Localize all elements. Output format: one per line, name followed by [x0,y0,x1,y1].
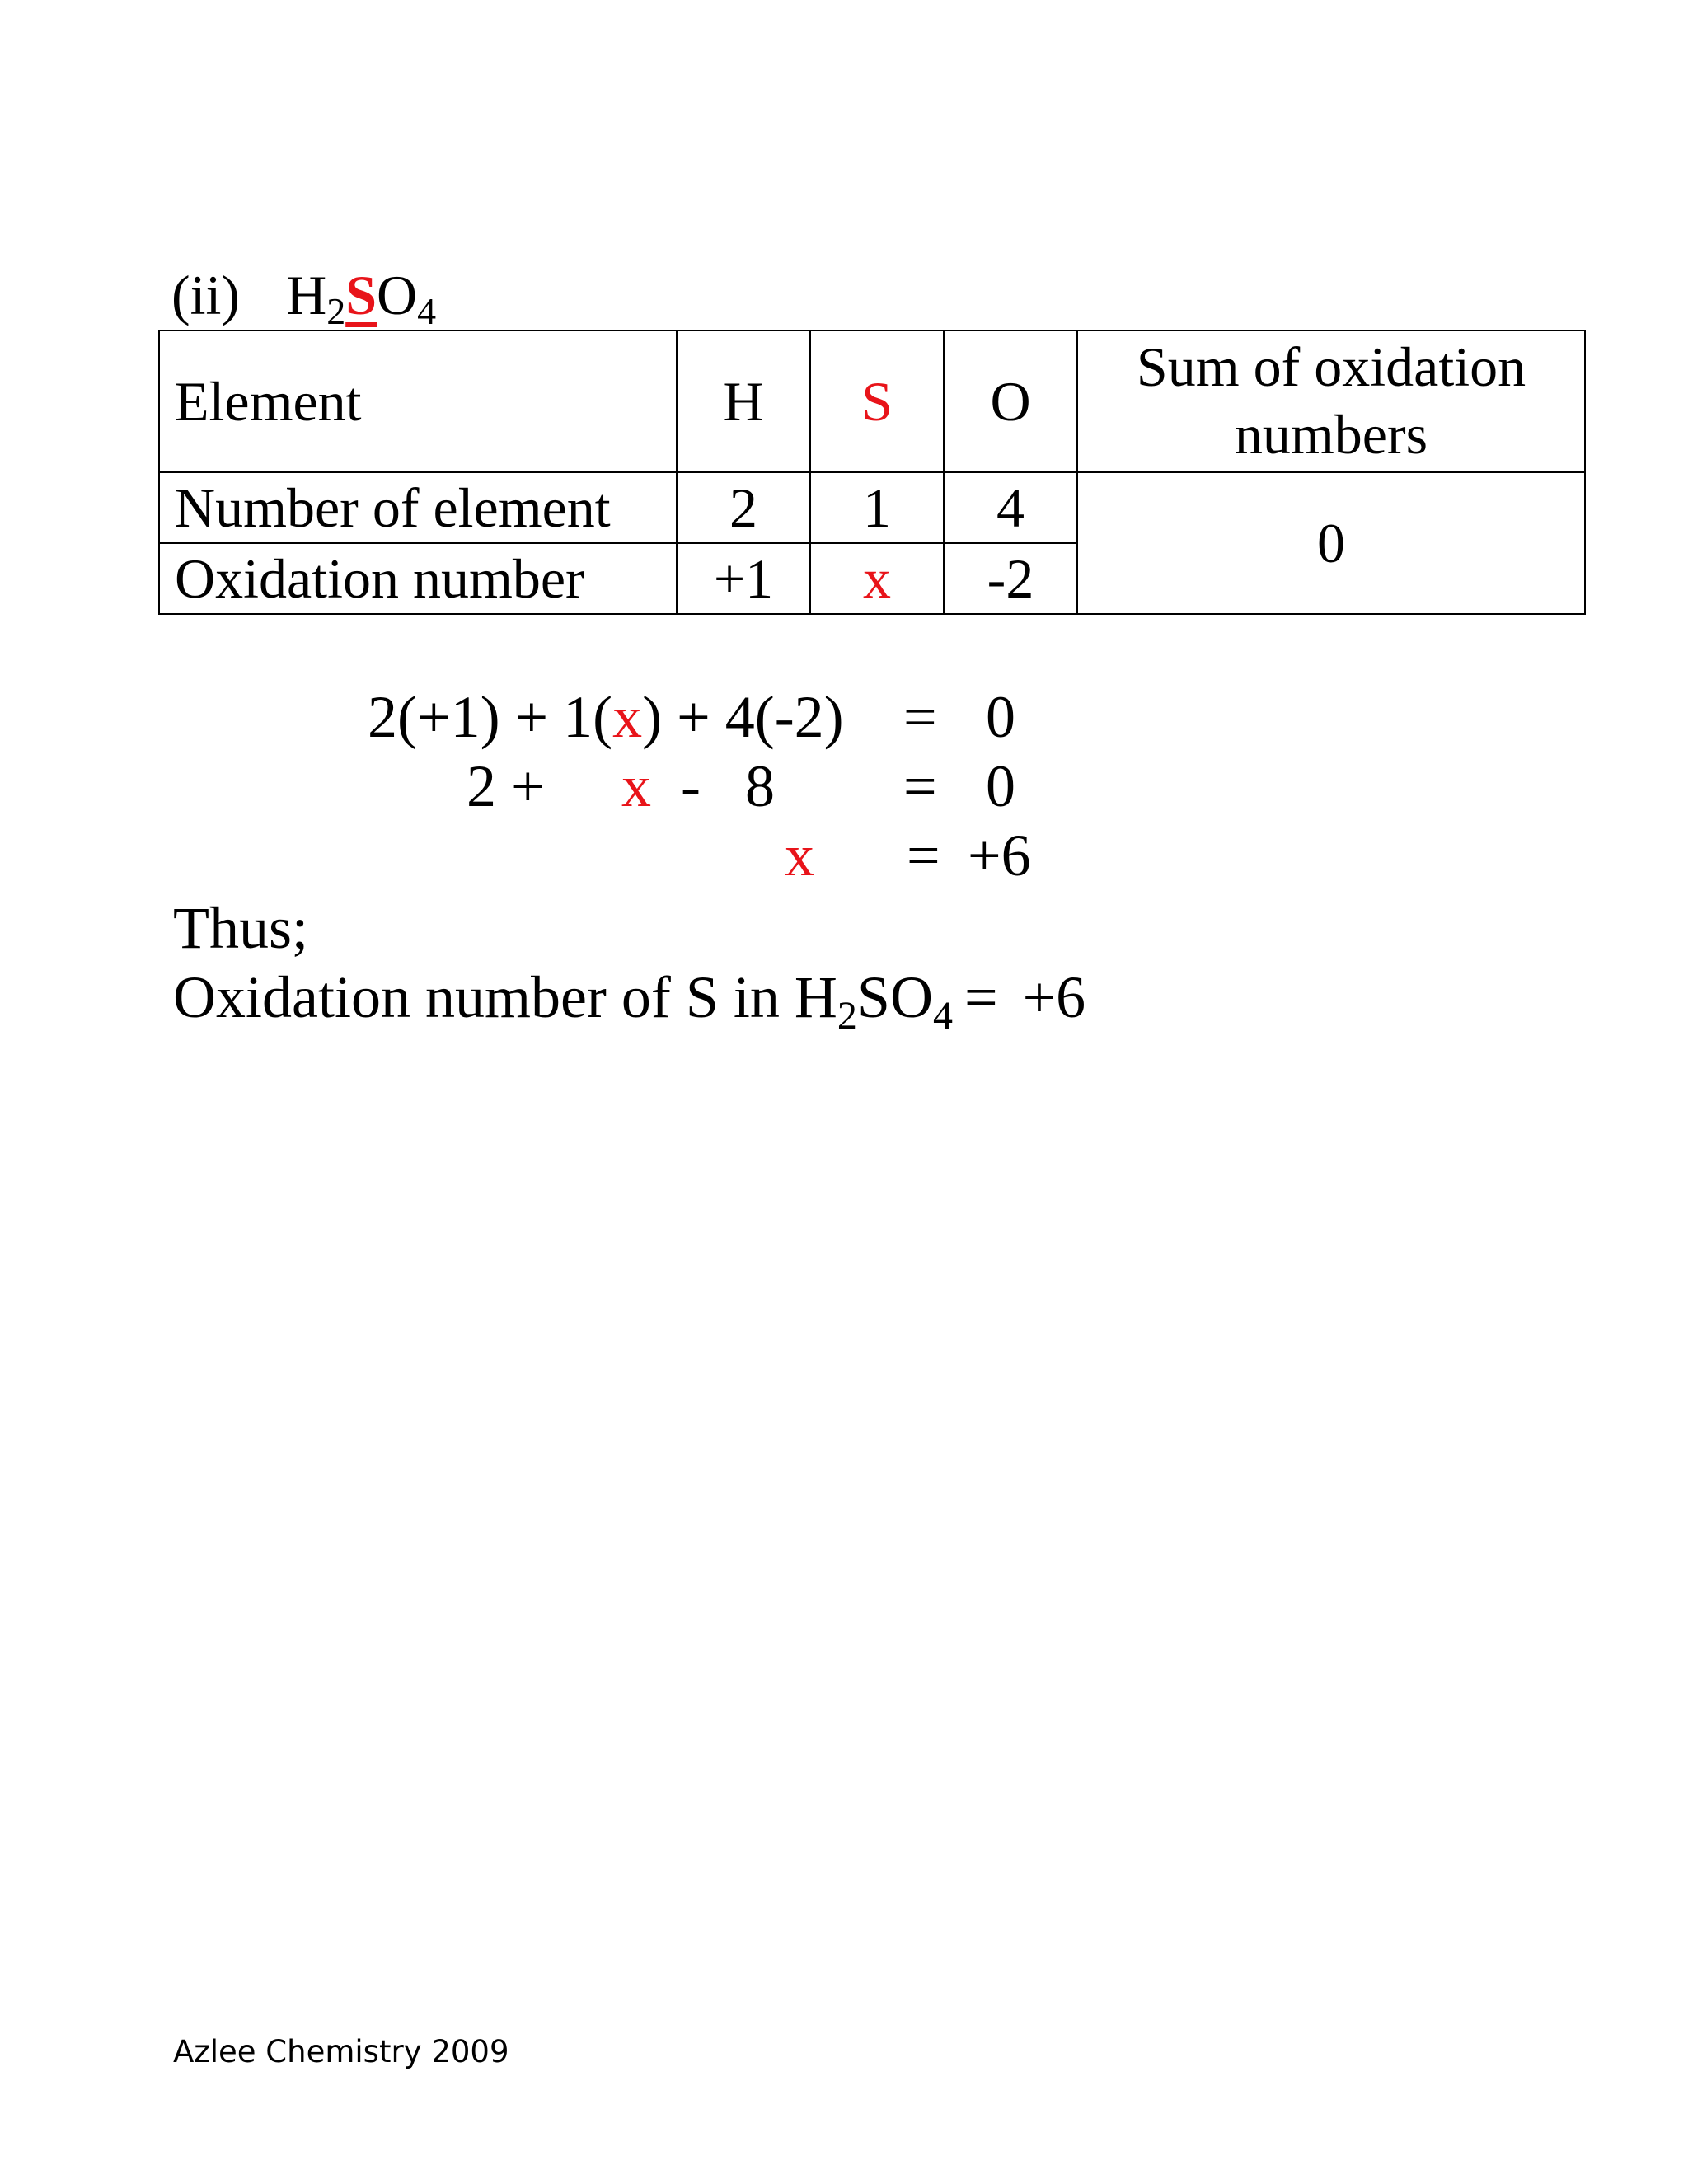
equation-2-lhs-b: - 8 [681,753,775,819]
conclusion-equals: = [964,964,998,1030]
formula-h-subscript: 2 [326,290,346,332]
table-header-row [159,330,1585,472]
conclusion-statement [173,963,1085,1039]
conclusion-subscript-2: 2 [837,994,857,1038]
thus-label: Thus; [173,895,309,961]
cell-number-s: 1 [810,472,944,543]
equation-1-variable: x [612,684,643,750]
header-h: H [677,330,810,472]
header-element: Element [159,330,677,472]
footer-credit: Azlee Chemistry 2009 [173,2034,509,2069]
cell-oxidation-h: +1 [677,543,810,614]
cell-number-o: 4 [944,472,1077,543]
equation-3-rhs: +6 [968,823,1031,888]
formula-h: H [286,264,327,326]
row-label-oxidation: Oxidation number [159,543,677,614]
equation-1-equals: = [903,684,937,750]
equation-2-variable: x [621,753,651,819]
equation-3-equals: = [907,823,940,888]
equation-2-rhs: 0 [986,753,1015,819]
conclusion-text-so: SO [856,964,933,1030]
header-s: S [810,330,944,472]
equation-2-lhs-a: 2 + [467,753,545,819]
header-sum [1077,330,1585,472]
cell-sum-value: 0 [1077,472,1585,614]
header-sum-label: Sum of oxidation numbers [1136,335,1526,466]
equation-line-1 [368,682,844,752]
section-heading [171,262,436,335]
conclusion-text: Oxidation number of S in H [173,964,837,1030]
section-label: (ii) [171,264,241,326]
equation-2-equals: = [903,753,937,819]
equation-1-lhs-b: ) + 4(-2) [642,684,844,750]
cell-number-h: 2 [677,472,810,543]
cell-oxidation-o: -2 [944,543,1077,614]
equation-1-rhs: 0 [986,684,1015,750]
formula-s-highlighted: S [345,264,377,326]
oxidation-table [158,330,1586,615]
header-o: O [944,330,1077,472]
conclusion-value: +6 [1022,964,1086,1030]
row-label-number: Number of element [159,472,677,543]
formula-o: O [377,264,418,326]
conclusion-subscript-4: 4 [932,994,953,1038]
cell-oxidation-s: x [810,543,944,614]
formula-o-subscript: 4 [417,290,437,332]
equation-3-variable: x [785,823,814,888]
table-row [159,472,1585,543]
equation-1-lhs-a: 2(+1) + 1( [368,684,613,750]
